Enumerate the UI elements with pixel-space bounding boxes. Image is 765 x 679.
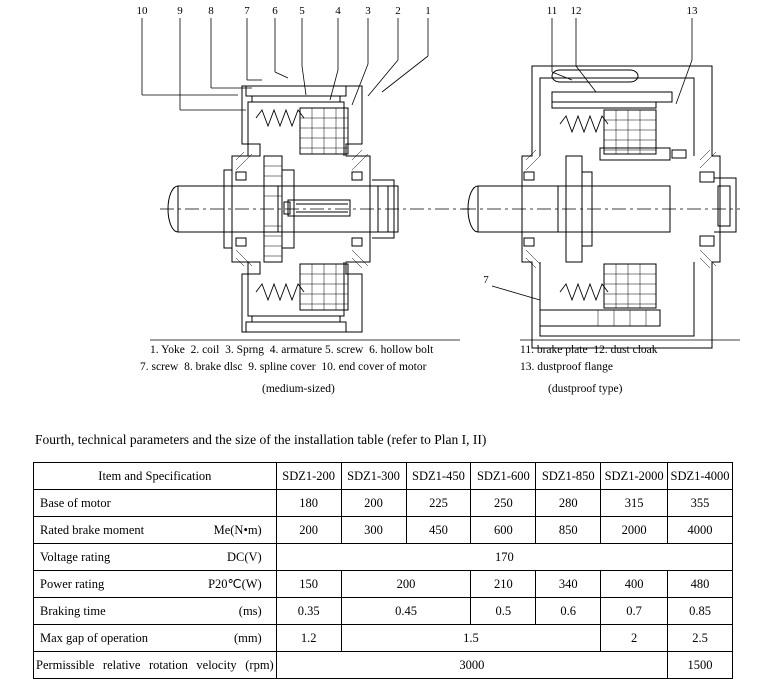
callout-8: 8 — [208, 5, 214, 17]
callout-9: 9 — [177, 5, 183, 17]
cell-braking-600: 0.5 — [471, 598, 536, 625]
table-header-row — [34, 463, 733, 490]
cell-braking-300-450: 0.45 — [341, 598, 471, 625]
technical-parameters-table — [33, 462, 733, 679]
callout-5: 5 — [299, 5, 305, 17]
cell-velocity-200-2000: 3000 — [276, 652, 667, 679]
header-sdz1-4000: SDZ1-4000 — [668, 463, 733, 490]
cell-power-600: 210 — [471, 571, 536, 598]
header-item-spec: Item and Specification — [34, 463, 277, 490]
table-row-max-gap — [34, 625, 733, 652]
callout-7-right: 7 — [483, 274, 489, 286]
row-label-voltage-rating — [34, 544, 277, 571]
cell-moment-200: 200 — [276, 517, 341, 544]
legend-right-line-1: 11. brake plate 12. dust cloak — [520, 344, 658, 356]
cell-moment-4000: 4000 — [668, 517, 733, 544]
row-label-text: Rated brake moment — [40, 522, 145, 537]
callout-11: 11 — [546, 5, 558, 17]
row-unit-text: P20℃(W) — [208, 576, 262, 591]
legend-right-line-2: 13. dustproof flange — [520, 361, 613, 373]
row-label-rated-brake-moment — [34, 517, 277, 544]
callout-3: 3 — [365, 5, 371, 17]
row-label-text: Voltage rating — [40, 549, 111, 564]
cell-power-850: 340 — [536, 571, 601, 598]
cell-gap-2000: 2 — [601, 625, 668, 652]
section-title: Fourth, technical parameters and the size of the installation table (refer to Plan I, II) — [35, 432, 487, 447]
cell-velocity-4000: 1500 — [668, 652, 733, 679]
cell-base-850: 280 — [536, 490, 601, 517]
right-view-caption: (dustproof type) — [548, 383, 623, 395]
callout-7: 7 — [244, 5, 250, 17]
header-sdz1-600: SDZ1-600 — [471, 463, 536, 490]
cell-power-300-450: 200 — [341, 571, 471, 598]
cell-power-4000: 480 — [668, 571, 733, 598]
legend-left-line-1: 1. Yoke 2. coil 3. Sprng 4. armature 5. screw 6. hollow bolt — [150, 344, 434, 356]
cell-base-600: 250 — [471, 490, 536, 517]
cell-power-2000: 400 — [601, 571, 668, 598]
cell-moment-2000: 2000 — [601, 517, 668, 544]
row-label-max-gap — [34, 625, 277, 652]
table-row-base-of-motor — [34, 490, 733, 517]
header-sdz1-450: SDZ1-450 — [406, 463, 471, 490]
header-sdz1-300: SDZ1-300 — [341, 463, 406, 490]
cell-base-2000: 315 — [601, 490, 668, 517]
row-label-text: Power rating — [40, 576, 105, 591]
cell-base-300: 200 — [341, 490, 406, 517]
cell-gap-4000: 2.5 — [668, 625, 733, 652]
table-row-permissible-velocity — [34, 652, 733, 679]
cell-base-450: 225 — [406, 490, 471, 517]
cell-braking-2000: 0.7 — [601, 598, 668, 625]
row-label-power-rating — [34, 571, 277, 598]
callout-12: 12 — [570, 5, 582, 17]
row-unit-text: (ms) — [238, 603, 262, 618]
cell-voltage-all: 170 — [276, 544, 732, 571]
cell-base-4000: 355 — [668, 490, 733, 517]
row-label-text: Braking time — [40, 603, 106, 618]
header-sdz1-850: SDZ1-850 — [536, 463, 601, 490]
cell-moment-600: 600 — [471, 517, 536, 544]
row-unit-text: (mm) — [233, 630, 262, 645]
callout-10: 10 — [136, 5, 148, 17]
cell-power-200: 150 — [276, 571, 341, 598]
row-label-permissible-velocity: Permissible relative rotation velocity (rpm) — [34, 652, 277, 679]
cell-gap-300-850: 1.5 — [341, 625, 601, 652]
legend-left-line-2: 7. screw 8. brake dlsc 9. spline cover 10. end cover of motor — [140, 361, 427, 373]
callout-1: 1 — [425, 5, 431, 17]
cell-braking-200: 0.35 — [276, 598, 341, 625]
header-sdz1-200: SDZ1-200 — [276, 463, 341, 490]
table-row-power-rating — [34, 571, 733, 598]
callout-6: 6 — [272, 5, 278, 17]
cell-braking-850: 0.6 — [536, 598, 601, 625]
row-label-text: Max gap of operation — [40, 630, 148, 645]
cell-moment-850: 850 — [536, 517, 601, 544]
cell-moment-450: 450 — [406, 517, 471, 544]
cell-gap-200: 1.2 — [276, 625, 341, 652]
table-row-voltage-rating — [34, 544, 733, 571]
callout-13: 13 — [686, 5, 698, 17]
callout-4: 4 — [335, 5, 341, 17]
row-label-braking-time — [34, 598, 277, 625]
table-row-rated-brake-moment — [34, 517, 733, 544]
row-label-base-of-motor: Base of motor — [34, 490, 277, 517]
callout-2: 2 — [395, 5, 401, 17]
cell-base-200: 180 — [276, 490, 341, 517]
cell-braking-4000: 0.85 — [668, 598, 733, 625]
row-unit-text: Me(N•m) — [213, 522, 262, 537]
table-row-braking-time — [34, 598, 733, 625]
header-sdz1-2000: SDZ1-2000 — [601, 463, 668, 490]
cell-moment-300: 300 — [341, 517, 406, 544]
row-unit-text: DC(V) — [227, 549, 262, 564]
left-view-caption: (medium-sized) — [262, 383, 335, 395]
